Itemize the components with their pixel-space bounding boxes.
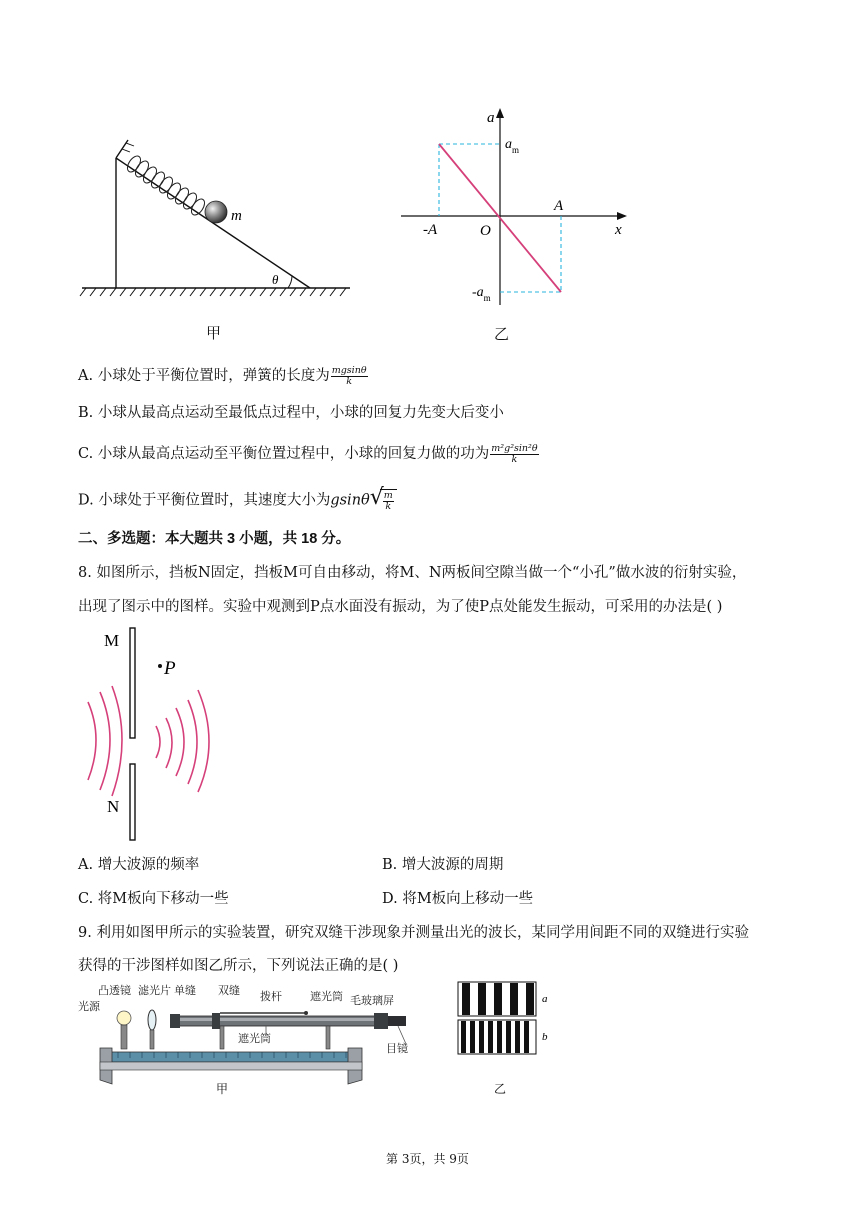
page-footer: 第 3页，共 9页	[386, 1152, 469, 1166]
water-waves	[88, 686, 209, 796]
q9-interference-patterns	[456, 980, 556, 1056]
neg-am-label: $-a_m$	[472, 285, 491, 303]
label-double-slit: 双缝	[218, 985, 240, 997]
ball	[205, 201, 227, 223]
q8-stem-line1: 8. 如图所示，挡板N固定，挡板M可自由移动，将M、N两板间空隙当做一个“小孔”做水波的衍射实验，	[78, 565, 747, 581]
q8-stem-line2: 出现了图示中的图样。实验中观测到P点水面没有振动，为了使P点处能发生振动，可采用的办法是( )	[78, 599, 723, 615]
label-light-source: 光源	[78, 1001, 100, 1013]
y-axis-label: a	[487, 110, 495, 126]
q8-diffraction-figure	[78, 624, 228, 844]
am-label: $a_m$	[505, 137, 520, 155]
section-2-title: 二、多选题：本大题共 3 小题，共 18 分。	[78, 531, 351, 547]
plate-n-label: N	[107, 797, 120, 816]
label-eyepiece: 目镜	[386, 1043, 408, 1055]
mass-label: m	[231, 208, 242, 224]
q8-option-b: B. 增大波源的周期	[382, 857, 504, 873]
origin-label: O	[480, 223, 491, 239]
label-screen: 毛玻璃屏	[350, 995, 394, 1007]
point-p	[158, 664, 162, 668]
label-lever: 拨杆	[260, 991, 282, 1003]
q7-option-c: C. 小球从最高点运动至平衡位置过程中，小球的回复力做的功为 $\frac{\text{m²g²sin²θ}}{k}$	[78, 442, 538, 465]
q7-option-b: B. 小球从最高点运动至最低点过程中，小球的回复力先变大后变小	[78, 405, 504, 421]
plate-m-label: M	[104, 631, 120, 650]
patterns-caption: 乙	[494, 1082, 507, 1096]
A-label: A	[554, 198, 564, 214]
figure-jia-incline	[78, 130, 358, 300]
pattern-b-label: b	[542, 1031, 548, 1043]
label-tube-top: 遮光筒	[310, 991, 343, 1003]
pattern-a-label: a	[542, 993, 548, 1005]
q7-option-d: D. 小球处于平衡位置时，其速度大小为gsinθ √ $\frac{m}{k}$	[78, 489, 397, 512]
figure-yi-graph	[395, 100, 635, 310]
q9-apparatus-figure	[78, 980, 428, 1100]
q8-option-d: D. 将M板向上移动一些	[382, 891, 534, 907]
label-single-slit: 单缝	[174, 985, 196, 997]
point-p-label: P	[164, 658, 176, 679]
figure-jia-caption: 甲	[206, 324, 222, 342]
q9-stem-line1: 9. 利用如图甲所示的实验装置，研究双缝干涉现象并测量出光的波长，某同学用间距不同的双缝进行实验	[78, 925, 749, 941]
angle-label: θ	[272, 272, 279, 287]
plate-n	[130, 764, 135, 840]
plate-m	[130, 628, 135, 738]
figure-yi-caption: 乙	[494, 325, 510, 343]
q8-option-a: A. 增大波源的频率	[78, 857, 200, 873]
label-tube-bottom: 遮光筒	[238, 1033, 271, 1045]
q8-option-c: C. 将M板向下移动一些	[78, 891, 229, 907]
label-lens: 凸透镜	[98, 985, 131, 997]
apparatus-caption: 甲	[216, 1082, 229, 1096]
x-axis-label: x	[615, 222, 622, 238]
label-filter: 滤光片	[138, 985, 171, 997]
q7-option-a: A. 小球处于平衡位置时，弹簧的长度为 $\frac{mgsin\theta}{k}$	[78, 364, 367, 387]
neg-A-label: -A	[423, 222, 438, 238]
q9-stem-line2: 获得的干涉图样如图乙所示，下列说法正确的是( )	[78, 958, 399, 974]
